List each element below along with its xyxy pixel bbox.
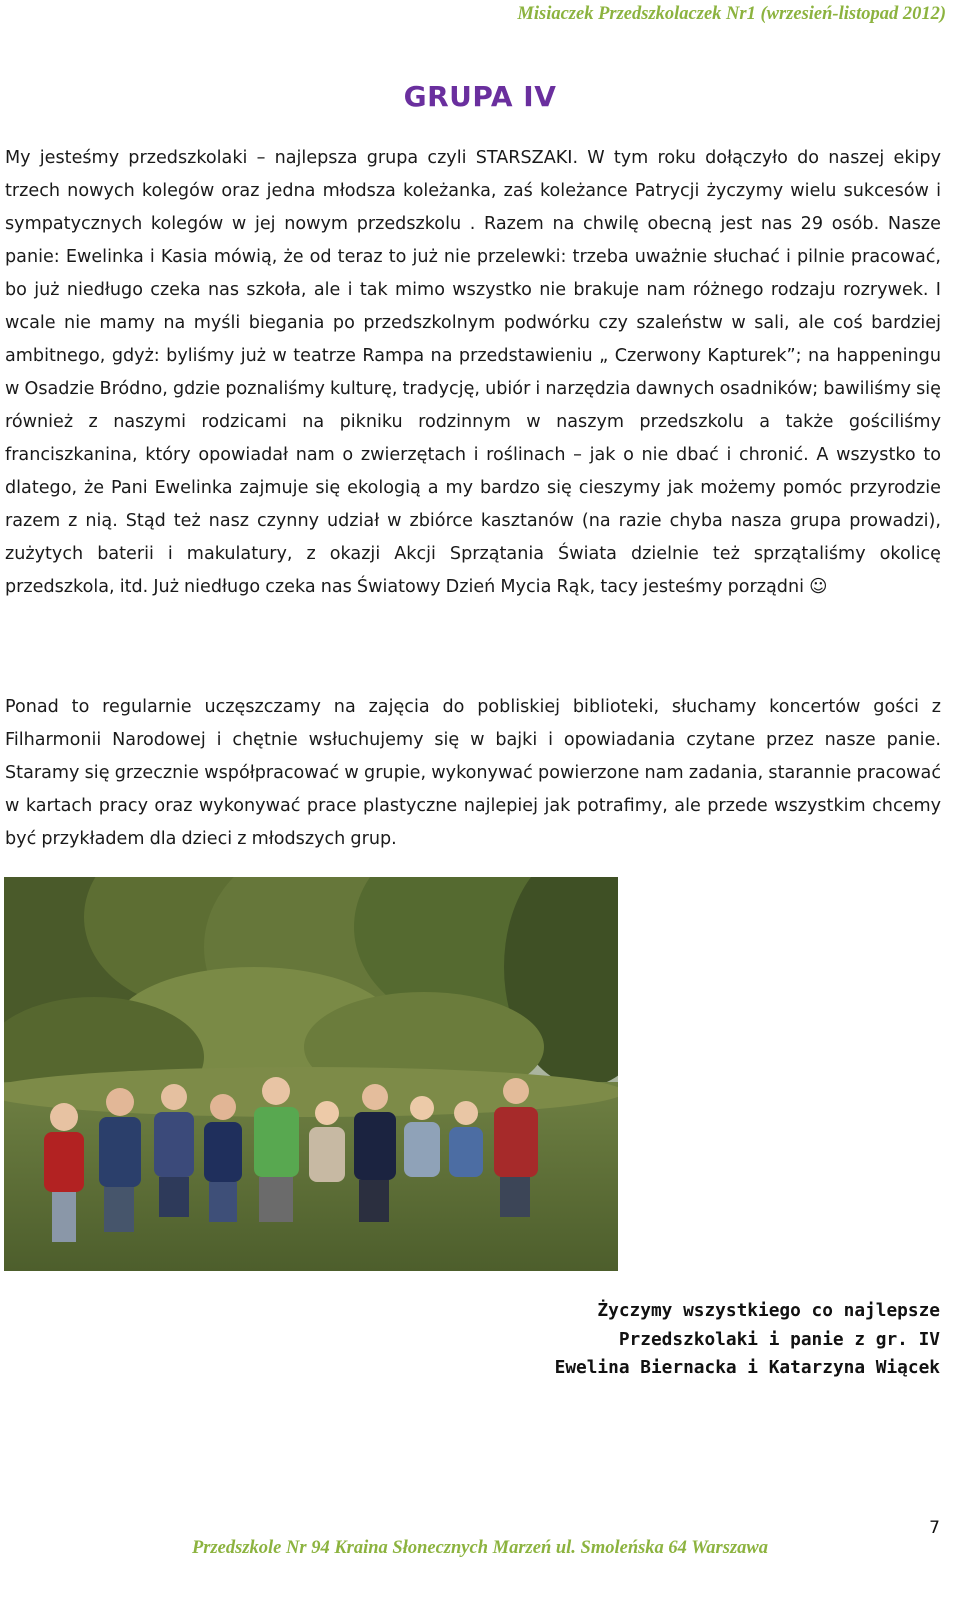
group-photo xyxy=(4,877,618,1271)
article-paragraph-1: My jesteśmy przedszkolaki – najlepsza grupa czyli STARSZAKI. W tym roku dołączyło do naszej ekipy trzech nowych kolegów oraz jedna młodsza koleżanka, zaś koleżance Patrycji życzymy wielu sukcesów i sympatycznych kolegów w jej nowym przedszkolu . Razem na chwilę obecną jest nas 29 osób. Nasze panie: Ewelinka i Kasia mówią, że od teraz to już nie przelewki: trzeba uważnie słuchać i pilnie pracować, bo już niedługo czeka nas szkoła, ale i tak mimo wszystko nie brakuje nam różnego rodzaju rozrywek. I wcale nie mamy na myśli biegania po przedszkolnym podwórku czy szaleństw w sali, ale coś bardziej ambitnego, gdyż: byliśmy już w teatrze Rampa na przedstawieniu „ Czerwony Kapturek”; na happeningu w Osadzie Bródno, gdzie poznaliśmy kulturę, tradycję, ubiór i narzędzia dawnych osadników; bawiliśmy się również z naszymi rodzicami na pikniku rodzinnym w naszym przedszkolu a także gościliśmy franciszkanina, który opowiadał nam o zwierzętach i roślinach – jak o nie dbać i chronić. A wszystko to dlatego, że Pani Ewelinka zajmuje się ekologią a my bardzo się cieszymy jak możemy pomóc przyrodzie razem z nią. Stąd też nasz czynny udział w zbiórce kasztanów (na razie chyba nasza grupa prowadzi), zużytych baterii i makulatury, z okazji Akcji Sprzątania Świata dzielnie też sprzątaliśmy okolicę przedszkola, itd. Już niedługo czeka nas Światowy Dzień Mycia Rąk, tacy jesteśmy porządni ☺ xyxy=(5,148,941,597)
signature-authors: Ewelina Biernacka i Katarzyna Wiącek xyxy=(554,1357,940,1378)
group-photo-illustration xyxy=(4,877,618,1271)
footer-address: Przedszkole Nr 94 Kraina Słonecznych Marzeń ul. Smoleńska 64 Warszawa xyxy=(191,1538,768,1558)
signature-group: Przedszkolaki i panie z gr. IV xyxy=(618,1328,940,1350)
article-paragraph-2: Ponad to regularnie uczęszczamy na zajęcia do pobliskiej biblioteki, słuchamy koncertów gości z Filharmonii Narodowej i chętnie wsłuchujemy się w bajki i opowiadania czytane przez nasze panie. Staramy się grzecznie współpracować w grupie, wykonywać powierzone nam zadania, starannie pracować w kartach pracy oraz wykonywać prace plastyczne najlepiej jak potrafimy, ale przede wszystkim chcemy być przykładem dla dzieci z młodszych grup. xyxy=(5,697,941,849)
signature-greeting: Życzymy wszystkiego co najlepsze xyxy=(597,1300,940,1321)
newsletter-header-title: Misiaczek Przedszkolaczek Nr1 (wrzesień-listopad 2012) xyxy=(517,4,946,24)
page-number: 7 xyxy=(929,1518,940,1538)
signature-block xyxy=(555,1297,940,1383)
page-title: GRUPA IV xyxy=(403,80,557,113)
